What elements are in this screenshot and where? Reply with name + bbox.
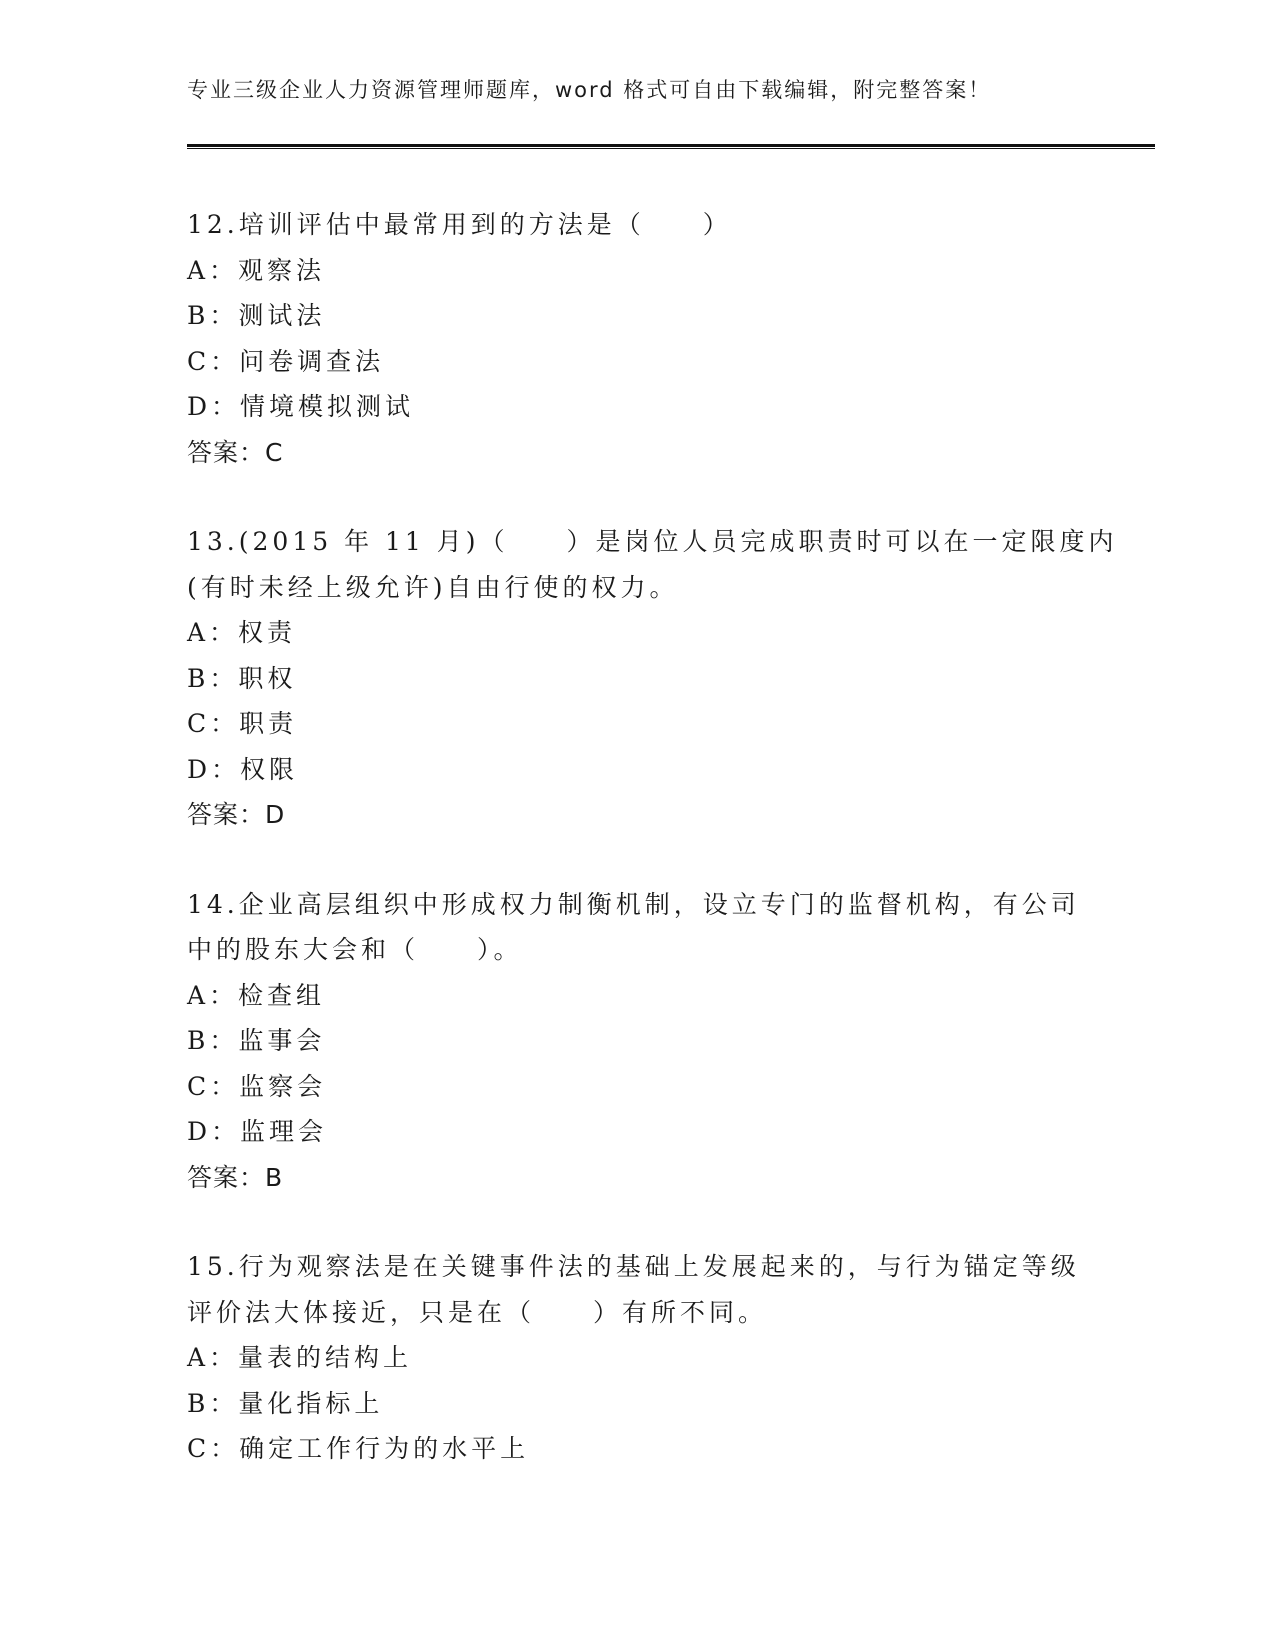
question-stem-continued: (有时未经上级允许)自由行使的权力。 [187, 572, 679, 602]
option-a: A：量表的结构上 [187, 1343, 413, 1372]
question-stem-continued: 评价法大体接近，只是在（ ）有所不同。 [187, 1297, 768, 1327]
answer: 答案：C [187, 437, 284, 467]
option-c: C：问卷调查法 [187, 346, 385, 376]
option-a: A：权责 [187, 618, 297, 647]
option-d: D：监理会 [187, 1117, 328, 1146]
option-c: C：职责 [187, 709, 298, 738]
answer: 答案：B [187, 1162, 284, 1192]
question-stem: 15.行为观察法是在关键事件法的基础上发展起来的，与行为锚定等级 [187, 1252, 1080, 1281]
header-divider [187, 144, 1155, 149]
question-stem: 13.(2015 年 11 月)（ ）是岗位人员完成职责时可以在一定限度内 [187, 527, 1118, 556]
question-13 [187, 519, 1118, 838]
question-15 [187, 1244, 1087, 1472]
question-stem-continued: 中的股东大会和（ ）。 [187, 935, 523, 964]
question-12 [187, 202, 1087, 475]
option-a: A：检查组 [187, 980, 326, 1010]
option-b: B：量化指标上 [187, 1388, 384, 1418]
option-c: C：监察会 [187, 1071, 327, 1101]
option-d: D：情境模拟测试 [187, 392, 415, 421]
option-d: D：权限 [187, 754, 299, 784]
answer: 答案：D [187, 800, 286, 829]
option-a: A：观察法 [187, 255, 326, 285]
option-b: B：测试法 [187, 301, 326, 330]
question-14 [187, 882, 1087, 1201]
option-b: B：监事会 [187, 1026, 326, 1055]
question-list [187, 202, 1118, 1516]
question-stem: 12.培训评估中最常用到的方法是（ ） [187, 210, 732, 239]
page-header: 专业三级企业人力资源管理师题库，word 格式可自由下载编辑，附完整答案！ [187, 78, 992, 102]
question-stem: 14.企业高层组织中形成权力制衡机制，设立专门的监督机构，有公司 [187, 889, 1080, 919]
option-b: B：职权 [187, 663, 297, 693]
option-c: C：确定工作行为的水平上 [187, 1434, 530, 1463]
